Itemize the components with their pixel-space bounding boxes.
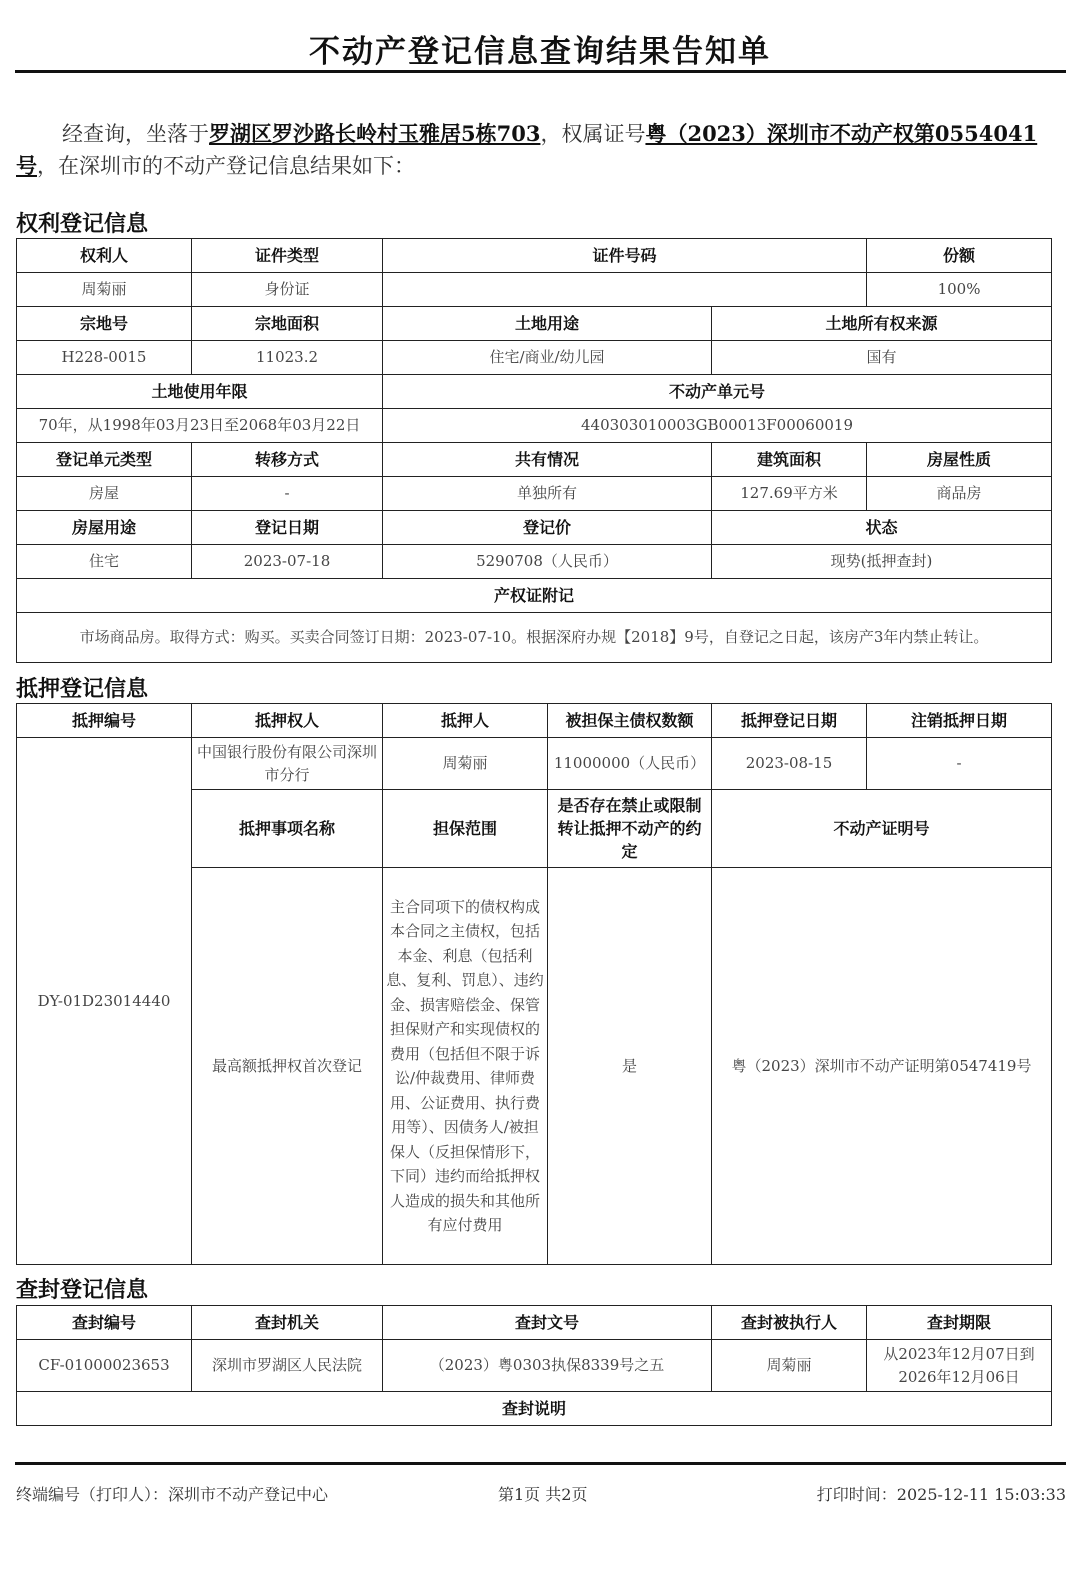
header-transfer-restriction: 是否存在禁止或限制转让抵押不动产的约定 xyxy=(548,790,712,868)
transfer-method-value: - xyxy=(192,477,383,511)
registered-price-value: 5290708（人民币） xyxy=(383,545,712,579)
rights-section-title: 权利登记信息 xyxy=(16,211,149,237)
footer-divider xyxy=(15,1462,1066,1465)
mortgage-number-value: DY-01D23014440 xyxy=(17,738,192,1265)
header-seizure-description: 查封说明 xyxy=(17,1392,1052,1426)
certificate-note-value: 市场商品房。取得方式：购买。买卖合同签订日期：2023-07-10。根据深府办规【2018】9号，自登记之日起，该房产3年内禁止转让。 xyxy=(17,613,1052,663)
secured-amount-value: 11000000（人民币） xyxy=(548,738,712,790)
mortgagor-value: 周菊丽 xyxy=(383,738,548,790)
header-registered-price: 登记价 xyxy=(383,511,712,545)
intro-text-3: ，在深圳市的不动产登记信息结果如下： xyxy=(37,154,415,178)
header-guarantee-scope: 担保范围 xyxy=(383,790,548,868)
property-location: 罗湖区罗沙路长岭村玉雅居5栋703 xyxy=(209,121,541,146)
header-seizure-document: 查封文号 xyxy=(383,1306,712,1340)
header-share: 份额 xyxy=(867,239,1052,273)
land-source-value: 国有 xyxy=(712,341,1052,375)
holder-value: 周菊丽 xyxy=(17,273,192,307)
header-seizure-authority: 查封机关 xyxy=(192,1306,383,1340)
header-parcel-number: 宗地号 xyxy=(17,307,192,341)
mortgage-date-value: 2023-08-15 xyxy=(712,738,867,790)
mortgage-section-title: 抵押登记信息 xyxy=(16,676,149,702)
header-land-source: 土地所有权来源 xyxy=(712,307,1052,341)
header-mortgage-number: 抵押编号 xyxy=(17,704,192,738)
house-use-value: 住宅 xyxy=(17,545,192,579)
transfer-restriction-value: 是 xyxy=(548,868,712,1265)
seizure-document-value: （2023）粤0303执保8339号之五 xyxy=(383,1340,712,1392)
footer-print-time: 打印时间：2025-12-11 15:03:33 xyxy=(816,1485,1066,1504)
header-land-use: 土地用途 xyxy=(383,307,712,341)
mortgage-table xyxy=(16,703,1052,1265)
unit-number-value: 440303010003GB00013F00060019 xyxy=(383,409,1052,443)
parcel-area-value: 11023.2 xyxy=(192,341,383,375)
id-type-value: 身份证 xyxy=(192,273,383,307)
header-building-area: 建筑面积 xyxy=(712,443,867,477)
header-mortgagee: 抵押权人 xyxy=(192,704,383,738)
seizure-section-title: 查封登记信息 xyxy=(16,1277,149,1303)
footer-terminal: 终端编号（打印人）：深圳市不动产登记中心 xyxy=(16,1485,329,1504)
unit-type-value: 房屋 xyxy=(17,477,192,511)
mortgage-item-value: 最高额抵押权首次登记 xyxy=(192,868,383,1265)
header-house-nature: 房屋性质 xyxy=(867,443,1052,477)
header-cancel-date: 注销抵押日期 xyxy=(867,704,1052,738)
seizure-table xyxy=(16,1305,1052,1426)
intro-paragraph xyxy=(16,118,1056,182)
header-holder: 权利人 xyxy=(17,239,192,273)
header-unit-type: 登记单元类型 xyxy=(17,443,192,477)
header-land-term: 土地使用年限 xyxy=(17,375,383,409)
house-nature-value: 商品房 xyxy=(867,477,1052,511)
footer-page-number: 第1页 共2页 xyxy=(498,1485,588,1504)
header-certificate-number: 不动产证明号 xyxy=(712,790,1052,868)
header-registration-date: 登记日期 xyxy=(192,511,383,545)
header-parcel-area: 宗地面积 xyxy=(192,307,383,341)
intro-text-2: ，权属证号 xyxy=(540,122,646,146)
header-certificate-note: 产权证附记 xyxy=(17,579,1052,613)
status-value: 现势(抵押查封) xyxy=(712,545,1052,579)
seizure-authority-value: 深圳市罗湖区人民法院 xyxy=(192,1340,383,1392)
building-area-value: 127.69平方米 xyxy=(712,477,867,511)
title-divider xyxy=(15,70,1066,73)
header-unit-number: 不动产单元号 xyxy=(383,375,1052,409)
seizure-period-value: 从2023年12月07日到2026年12月06日 xyxy=(867,1340,1052,1392)
header-seizure-number: 查封编号 xyxy=(17,1306,192,1340)
seizure-person-value: 周菊丽 xyxy=(712,1340,867,1392)
co-ownership-value: 单独所有 xyxy=(383,477,712,511)
id-number-value xyxy=(383,273,867,307)
header-status: 状态 xyxy=(712,511,1052,545)
header-mortgage-item: 抵押事项名称 xyxy=(192,790,383,868)
header-house-use: 房屋用途 xyxy=(17,511,192,545)
header-seizure-period: 查封期限 xyxy=(867,1306,1052,1340)
parcel-number-value: H228-0015 xyxy=(17,341,192,375)
header-id-number: 证件号码 xyxy=(383,239,867,273)
mortgagee-value: 中国银行股份有限公司深圳市分行 xyxy=(192,738,383,790)
seizure-number-value: CF-01000023653 xyxy=(17,1340,192,1392)
header-secured-amount: 被担保主债权数额 xyxy=(548,704,712,738)
rights-table xyxy=(16,238,1052,663)
header-co-ownership: 共有情况 xyxy=(383,443,712,477)
registration-date-value: 2023-07-18 xyxy=(192,545,383,579)
land-use-value: 住宅/商业/幼儿园 xyxy=(383,341,712,375)
land-term-value: 70年，从1998年03月23日至2068年03月22日 xyxy=(17,409,383,443)
header-mortgage-date: 抵押登记日期 xyxy=(712,704,867,738)
intro-text-1: 经查询，坐落于 xyxy=(62,122,209,146)
share-value: 100% xyxy=(867,273,1052,307)
certificate-number-value: 粤（2023）深圳市不动产证明第0547419号 xyxy=(712,868,1052,1265)
header-transfer-method: 转移方式 xyxy=(192,443,383,477)
ownership-cert-number: 粤（2023）深圳市不动产权第0554041号 xyxy=(16,121,1038,178)
header-id-type: 证件类型 xyxy=(192,239,383,273)
document-title: 不动产登记信息查询结果告知单 xyxy=(309,34,771,70)
header-mortgagor: 抵押人 xyxy=(383,704,548,738)
guarantee-scope-value: 主合同项下的债权构成本合同之主债权，包括本金、利息（包括利息、复利、罚息）、违约金、损害赔偿金、保管担保财产和实现债权的费用（包括但不限于诉讼/仲裁费用、律师费用、公证费用、执行费用等）、因债务人/被担保人（反担保情形下，下同）违约而给抵押权人造成的损失和其他所有应付费用 xyxy=(383,868,548,1265)
cancel-date-value: - xyxy=(867,738,1052,790)
header-seizure-person: 查封被执行人 xyxy=(712,1306,867,1340)
